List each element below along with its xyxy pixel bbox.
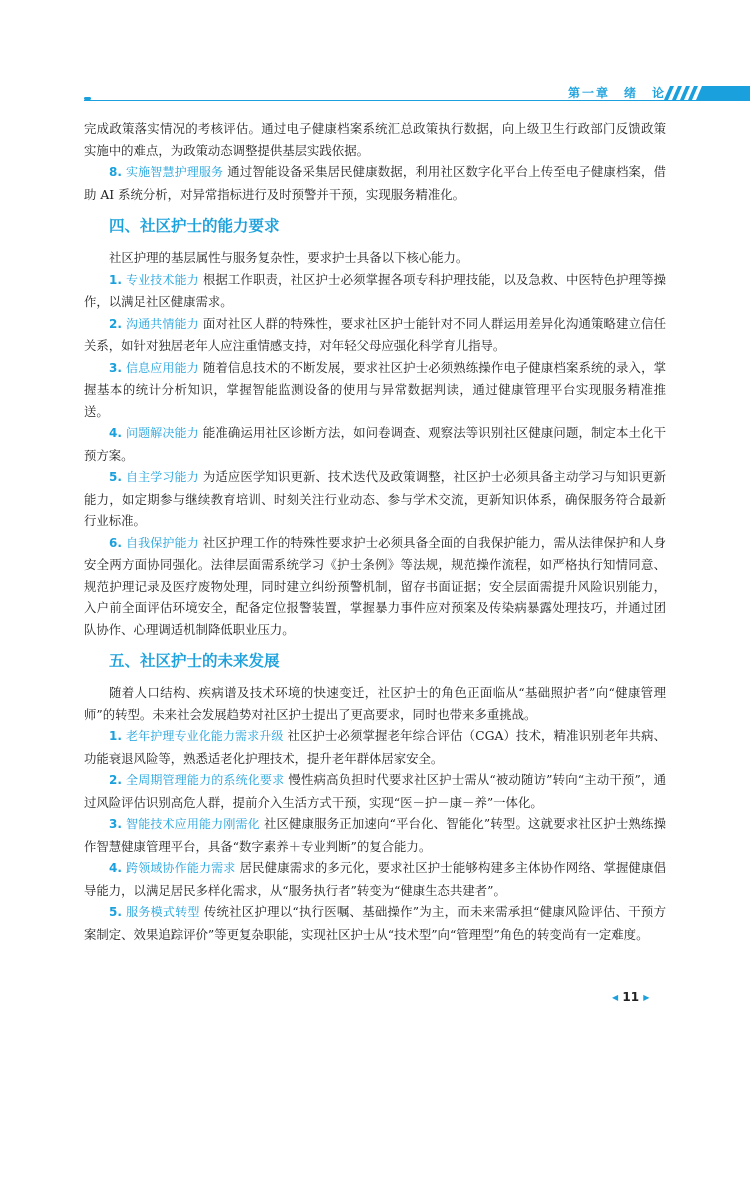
item-number: 3. [109,360,122,375]
list-item [84,769,666,813]
list-item [84,269,666,313]
item-text: 为适应医学知识更新、技术迭代及政策调整，社区护士必须具备主动学习与知识更新能力，如定期参与继续教育培训、时刻关注行业动态、参与学术交流，更新知识体系，确保服务符合最新行业标准。 [84,469,666,528]
item-text: 随着信息技术的不断发展，要求社区护士必须熟练操作电子健康档案系统的录入，掌握基本的统计分析知识，掌握智能监测设备的使用与异常数据判读，通过健康管理平台实现服务精准推送。 [84,359,666,419]
page-body [84,118,666,945]
item-number: 1. [109,729,122,743]
item-title: 自我保护能力 [126,535,199,550]
item-number: 6. [109,535,122,550]
section-intro: 社区护理的基层属性与服务复杂性，要求护士具备以下核心能力。 [109,250,469,265]
item-text: 社区健康服务正加速向“平台化、智能化”转型。这就要求社区护士熟练操作智慧健康管理平台，具备“数字素养＋专业判断”的复合能力。 [84,816,666,854]
item-title: 沟通共情能力 [126,316,199,331]
header-dot [84,97,91,100]
intro-paragraph: 完成政策落实情况的考核评估。通过电子健康档案系统汇总政策执行数据，向上级卫生行政部门反馈政策实施中的难点，为政策动态调整提供基层实践依据。 [84,121,666,158]
section-heading: 四、社区护士的能力要求 [109,217,280,235]
section-intro: 随着人口结构、疾病谱及技术环境的快速变迁，社区护士的角色正面临从“基础照护者”向“健康管理师”的转型。未来社会发展趋势对社区护士提出了更高要求，同时也带来多重挑战。 [84,685,666,722]
list-item [84,725,666,769]
chapter-label: 第一章 绪 论 [568,86,667,100]
item-title: 信息应用能力 [126,360,199,375]
triangle-left-icon: ◀ [612,993,619,1002]
item-title: 专业技术能力 [126,272,199,287]
item-title: 自主学习能力 [126,470,199,484]
item-text: 能准确运用社区诊断方法，如问卷调查、观察法等识别社区健康问题，制定本土化干预方案。 [84,425,666,463]
list-item [84,466,666,532]
item-title: 服务模式转型 [126,905,200,919]
item-text: 面对社区人群的特殊性，要求社区护士能针对不同人群运用差异化沟通策略建立信任关系，如针对独居老年人应注重情感支持，对年轻父母应强化科学育儿指导。 [84,315,666,353]
item-number: 4. [109,426,122,440]
list-item [84,813,666,857]
item-text: 慢性病高负担时代要求社区护士需从“被动随访”转向“主动干预”，通过风险评估识别高危人群，提前介入生活方式干预，实现“医－护－康－养”一体化。 [84,772,666,810]
item-number: 1. [109,272,122,287]
item-text: 根据工作职责，社区护士必须掌握各项专科护理技能，以及急救、中医特色护理等操作，以满足社区健康需求。 [84,271,666,309]
list-item [84,532,666,641]
item-title: 智能技术应用能力刚需化 [126,817,260,831]
list-item [84,313,666,357]
item-title: 问题解决能力 [126,426,199,440]
item-number: 2. [109,316,122,331]
header-stripes-decoration [664,86,750,100]
item-title: 全周期管理能力的系统化要求 [126,773,285,787]
item-number: 3. [109,817,122,831]
section-heading: 五、社区护士的未来发展 [109,652,280,670]
item-text: 居民健康需求的多元化，要求社区护士能够构建多主体协作网络、掌握健康倡导能力，以满足居民多样化需求，从“服务执行者”转变为“健康生态共建者”。 [84,860,666,898]
list-item [84,422,666,466]
item-number: 8. [109,165,122,179]
page-number: 11 [622,990,640,1004]
item-number: 5. [109,470,122,484]
page-number-block [612,990,649,1005]
item-text: 社区护士必须掌握老年综合评估（CGA）技术，精准识别老年共病、功能衰退风险等，熟悉适老化护理技术，提升老年群体居家安全。 [84,728,666,766]
item-text: 传统社区护理以“执行医嘱、基础操作”为主，而未来需承担“健康风险评估、干预方案制定、效果追踪评价”等更复杂职能，实现社区护士从“技术型”向“管理型”角色的转变尚有一定难度。 [84,904,666,942]
list-item [84,857,666,901]
item-title: 实施智慧护理服务 [126,165,224,179]
triangle-right-icon: ▶ [643,993,650,1002]
item-title: 老年护理专业化能力需求升级 [125,729,284,743]
list-item [84,161,666,205]
list-item [84,901,666,945]
list-item [84,357,666,423]
item-number: 2. [109,773,122,787]
item-text: 通过智能设备采集居民健康数据，利用社区数字化平台上传至电子健康档案，借助 AI 系统分析，对异常指标进行及时预警并干预，实现服务精准化。 [84,164,666,202]
item-title: 跨领域协作能力需求 [126,861,236,875]
item-number: 5. [109,905,122,919]
item-text: 社区护理工作的特殊性要求护士必须具备全面的自我保护能力，需从法律保护和人身安全两方面协同强化。法律层面需系统学习《护士条例》等法规，规范操作流程，如严格执行知情同意、规范护理记录及医疗废物处理，同时建立纠纷预警机制，留存书面证据；安全层面需提升风险识别能力，入户前全面评估环境安全，配备定位报警装置，掌握暴力事件应对预案及传染病暴露处理技巧，并通过团队协作、心理调适机制降低职业压力。 [84,534,666,637]
item-number: 4. [109,861,122,875]
